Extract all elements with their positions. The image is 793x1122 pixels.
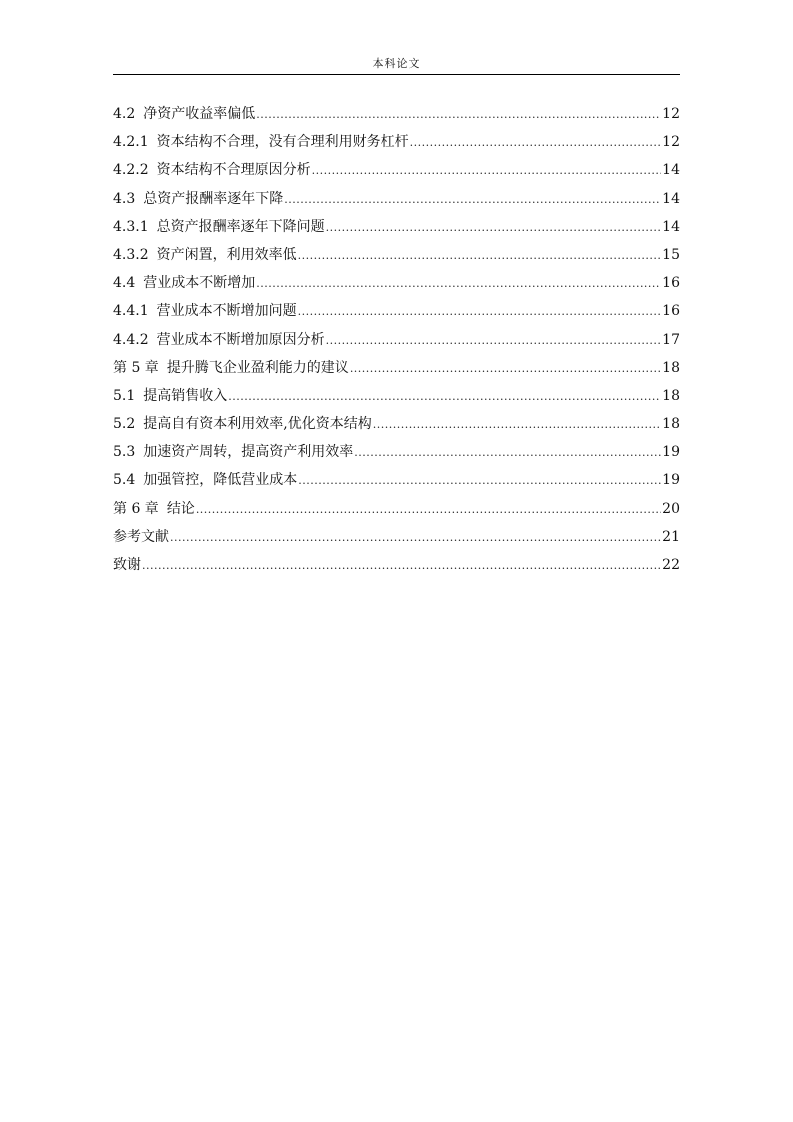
toc-leader-dots (312, 157, 662, 185)
toc-entry[interactable] (113, 354, 680, 382)
toc-entry-title: 提高销售收入 (143, 387, 228, 404)
toc-entry-title: 营业成本不断增加原因分析 (156, 331, 325, 348)
toc-entry-title: 结论 (166, 500, 195, 517)
toc-entry-page: 12 (662, 106, 680, 122)
toc-entry-number: 4.4 (113, 275, 136, 292)
toc-entry-page: 18 (662, 359, 680, 376)
toc-entry[interactable] (113, 213, 680, 241)
toc-entry-number: 第 5 章 (113, 359, 159, 376)
toc-entry-number: 4.2.2 (113, 162, 149, 179)
toc-entry-title: 致谢 (113, 557, 141, 573)
toc-entry-title: 提高自有资本利用效率,优化资本结构 (143, 416, 372, 433)
toc-entry-number: 5.3 (113, 444, 136, 461)
toc-entry[interactable] (113, 185, 680, 213)
toc-entry-page: 18 (662, 387, 680, 404)
toc-leader-dots (228, 383, 661, 411)
toc-entry[interactable] (113, 523, 680, 551)
toc-entry-number: 4.3.1 (113, 218, 149, 235)
toc-entry-page: 17 (662, 331, 680, 348)
page-header (113, 52, 680, 75)
toc-entry[interactable] (113, 241, 680, 269)
toc-entry-number: 5.1 (113, 387, 136, 404)
toc-entry[interactable] (113, 495, 680, 523)
toc-entry-number: 4.3 (113, 190, 136, 207)
toc-entry[interactable] (113, 410, 680, 438)
toc-entry-page: 15 (662, 246, 680, 263)
toc-leader-dots (373, 411, 661, 439)
toc-entry[interactable] (113, 269, 680, 297)
toc-entry-title: 提升腾飞企业盈利能力的建议 (166, 359, 349, 376)
toc-entry-title: 总资产报酬率逐年下降 (143, 190, 284, 207)
toc-leader-dots (170, 524, 661, 552)
toc-entry-title: 加强管控，降低营业成本 (143, 472, 298, 489)
toc-leader-dots (256, 101, 661, 129)
toc-entry-title: 资本结构不合理原因分析 (156, 162, 311, 179)
toc-entry-page: 18 (662, 416, 680, 433)
table-of-contents (113, 100, 680, 579)
toc-entry-number: 4.4.2 (113, 331, 149, 348)
toc-entry[interactable] (113, 156, 680, 184)
toc-entry-page: 14 (662, 218, 680, 235)
toc-leader-dots (196, 496, 661, 524)
toc-leader-dots (326, 327, 662, 355)
toc-leader-dots (354, 439, 661, 467)
toc-entry-number: 4.3.2 (113, 246, 149, 263)
toc-entry-page: 20 (662, 500, 680, 517)
toc-leader-dots (410, 129, 662, 157)
toc-entry-page: 14 (662, 162, 680, 179)
toc-entry-number: 4.2 (113, 106, 136, 122)
toc-entry-title: 总资产报酬率逐年下降问题 (156, 218, 325, 235)
toc-leader-dots (326, 214, 662, 242)
toc-entry-number: 4.2.1 (113, 134, 149, 151)
toc-entry-title: 资产闲置，利用效率低 (156, 246, 297, 263)
toc-entry[interactable] (113, 128, 680, 156)
toc-entry-title: 参考文献 (113, 528, 169, 545)
toc-leader-dots (298, 242, 662, 270)
toc-leader-dots (350, 355, 661, 383)
toc-entry-title: 营业成本不断增加 (143, 275, 256, 292)
toc-entry-page: 14 (662, 190, 680, 207)
toc-entry-page: 22 (662, 557, 680, 573)
toc-entry-number: 5.4 (113, 472, 136, 489)
toc-entry[interactable] (113, 466, 680, 494)
toc-entry-number: 第 6 章 (113, 500, 159, 517)
toc-leader-dots (142, 552, 661, 580)
toc-entry[interactable] (113, 100, 680, 128)
toc-entry-number: 4.4.1 (113, 303, 149, 320)
toc-entry-number: 5.2 (113, 416, 136, 433)
toc-entry-page: 16 (662, 303, 680, 320)
toc-entry-title: 资本结构不合理，没有合理利用财务杠杆 (156, 134, 409, 151)
toc-entry-title: 营业成本不断增加问题 (156, 303, 297, 320)
toc-leader-dots (256, 270, 661, 298)
toc-entry-page: 19 (662, 472, 680, 489)
toc-entry-page: 12 (662, 134, 680, 151)
toc-leader-dots (298, 298, 662, 326)
toc-entry-page: 21 (662, 528, 680, 545)
toc-leader-dots (284, 186, 661, 214)
header-title: 本科论文 (372, 57, 421, 70)
toc-entry-title: 净资产收益率偏低 (143, 106, 256, 122)
toc-entry-page: 19 (662, 444, 680, 461)
toc-leader-dots (298, 467, 661, 495)
toc-entry-page: 16 (662, 275, 680, 292)
toc-entry[interactable] (113, 382, 680, 410)
toc-entry[interactable] (113, 297, 680, 325)
toc-entry[interactable] (113, 438, 680, 466)
toc-entry[interactable] (113, 326, 680, 354)
toc-entry[interactable] (113, 551, 680, 579)
toc-entry-title: 加速资产周转，提高资产利用效率 (143, 444, 354, 461)
